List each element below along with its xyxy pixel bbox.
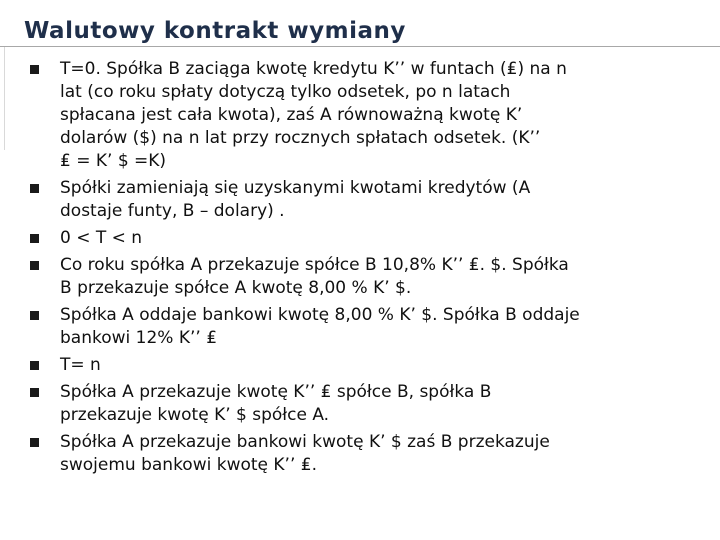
list-item	[30, 227, 700, 250]
bullet-text: Co roku spółka A przekazuje spółce B 10,8% K’’ ₤. $. Spółka B przekazuje spółce A kwotę 8,00 % K’ $.	[60, 255, 569, 298]
bullet-text: 0 < T < n	[60, 228, 143, 248]
list-item	[30, 354, 700, 377]
bullet-text: Spółki zamieniają się uzyskanymi kwotami kredytów (A dostaje funty, B – dolary) .	[60, 178, 531, 221]
square-bullet-icon	[30, 311, 39, 320]
bullet-text: Spółka A przekazuje bankowi kwotę K’ $ zaś B przekazuje swojemu bankowi kwotę K’’ ₤.	[60, 432, 550, 475]
square-bullet-icon	[30, 184, 39, 193]
slide-title: Walutowy kontrakt wymiany	[24, 18, 406, 44]
list-item	[30, 431, 700, 477]
list-item	[30, 58, 700, 173]
list-item	[30, 304, 700, 350]
bullet-text: T=0. Spółka B zaciąga kwotę kredytu K’’ w funtach (₤) na n lat (co roku spłaty dotyczą tylko odsetek, po n latach spłacana jest cała kwota), zaś A równoważną kwotę K’ dolarów ($) na n lat przy rocznych spłatach odsetek. (K’’ ₤ = K’ $ =K)	[60, 59, 567, 171]
square-bullet-icon	[30, 388, 39, 397]
square-bullet-icon	[30, 361, 39, 370]
square-bullet-icon	[30, 438, 39, 447]
bullet-text: Spółka A przekazuje kwotę K’’ ₤ spółce B, spółka B przekazuje kwotę K’ $ spółce A.	[60, 382, 492, 425]
list-item	[30, 177, 700, 223]
bullet-text: Spółka A oddaje bankowi kwotę 8,00 % K’ $. Spółka B oddaje bankowi 12% K’’ ₤	[60, 305, 580, 348]
list-item	[30, 381, 700, 427]
square-bullet-icon	[30, 261, 39, 270]
square-bullet-icon	[30, 65, 39, 74]
list-item	[30, 254, 700, 300]
bullet-list	[30, 58, 700, 481]
square-bullet-icon	[30, 234, 39, 243]
bullet-text: T= n	[60, 355, 101, 375]
